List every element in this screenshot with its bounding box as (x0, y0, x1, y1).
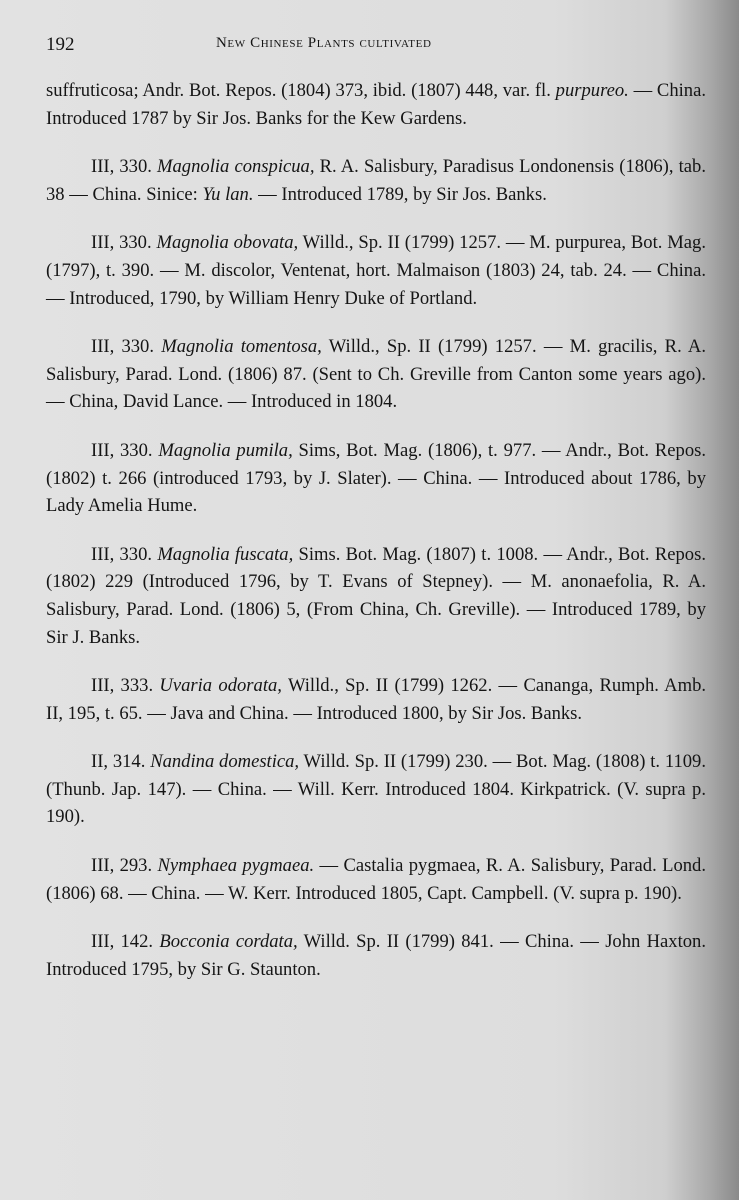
text-segment: Willd. Sp. II (1799) 841. — China. — John Haxton. Introduced 1795, by Sir G. Staunton. (46, 931, 706, 980)
italic-name: Magnolia tomentosa, (161, 336, 322, 358)
text-segment: Sims. Bot. Mag. (1807) t. 1008. — Andr., Bot. Repos. (1802) 229 (Introduced 1796, by T. Evans of Stepney). — M. anonaefolia, R. A. Salisbury, Parad. Lond. (1806) 5, (From China, Ch. Greville). — Introduced 1789, by Sir J. Banks. (46, 543, 706, 648)
italic-name: Bocconia cordata, (159, 931, 298, 953)
plant-entry (46, 541, 706, 651)
italic-name: Magnolia fuscata, (157, 543, 294, 565)
plant-entry (46, 672, 706, 727)
italic-name: Nymphaea pygmaea. (157, 855, 315, 877)
text-segment: Willd., Sp. II (1799) 1262. — Cananga, Rumph. Amb. II, 195, t. 65. — Java and China. — Introduced 1800, by Sir Jos. Banks. (46, 675, 707, 724)
text-segment: — Castalia pygmaea, R. A. Salisbury, Parad. Lond. (1806) 68. — China. — W. Kerr. Introduced 1805, Capt. Campbell. (V. supra p. 190). (46, 855, 707, 904)
text-segment: R. A. Salisbury, Paradisus Londonensis (1806), tab. 38 — China. Sinice: (46, 156, 706, 205)
text-segment: Willd., Sp. II (1799) 1257. — M. purpurea, Bot. Mag. (1797), t. 390. — M. discolor, Ventenat, hort. Malmaison (1803) 24, tab. 24. — China. — Introduced, 1790, by William Henry Duke of Portland. (46, 232, 706, 309)
plant-entry (46, 437, 706, 520)
text-segment: III, 330. (91, 336, 162, 358)
italic-name: purpureo. (555, 80, 629, 101)
italic-name: Magnolia pumila, (158, 439, 293, 461)
text-segment: — Introduced 1789, by Sir Jos. Banks. (253, 183, 547, 205)
text-segment: suffruticosa; Andr. Bot. Repos. (1804) 373, ibid. (1807) 448, var. fl. (46, 80, 556, 101)
italic-name: Uvaria odorata, (159, 675, 282, 697)
italic-name: Nandina domestica, (150, 751, 300, 773)
text-segment: Sims, Bot. Mag. (1806), t. 977. — Andr., Bot. Repos. (1802) t. 266 (introduced 1793, by J. Slater). — China. — Introduced about 1786, by Lady Amelia Hume. (46, 439, 706, 517)
plant-entry (46, 229, 706, 312)
page-number: 192 (46, 34, 75, 55)
page-body (46, 77, 706, 1004)
plant-entry (46, 153, 706, 208)
text-segment: II, 314. (91, 751, 151, 773)
plant-entries (46, 153, 706, 983)
text-segment: III, 333. (91, 675, 160, 697)
text-segment: III, 330. (91, 439, 159, 461)
italic-name: Magnolia conspicua, (157, 156, 315, 178)
text-segment: III, 293. (91, 855, 158, 877)
text-segment: III, 330. (91, 156, 158, 178)
page-header (46, 34, 705, 60)
plant-entry (46, 928, 706, 983)
plant-entry (46, 333, 706, 416)
text-segment: Willd., Sp. II (1799) 1257. — M. gracilis, R. A. Salisbury, Parad. Lond. (1806) 87. (Sent to Ch. Greville from Canton some years ago). — China, David Lance. — Introduced in 1804. (46, 336, 706, 413)
text-segment: Willd. Sp. II (1799) 230. — Bot. Mag. (1808) t. 1109. (Thunb. Jap. 147). — China. — Will. Kerr. Introduced 1804. Kirkpatrick. (V. supra p. 190). (46, 751, 706, 828)
running-title: New Chinese Plants cultivated (216, 35, 432, 51)
italic-name: Magnolia obovata, (156, 232, 299, 254)
text-segment: III, 142. (91, 931, 160, 953)
plant-entry (46, 748, 706, 831)
text-segment: — China. Introduced 1787 by Sir Jos. Banks for the Kew Gardens. (46, 80, 706, 129)
italic-name: Yu lan. (202, 183, 254, 205)
plant-entry (46, 852, 706, 907)
continued-paragraph (46, 77, 706, 132)
text-segment: III, 330. (91, 543, 158, 565)
text-segment: III, 330. (91, 232, 157, 254)
